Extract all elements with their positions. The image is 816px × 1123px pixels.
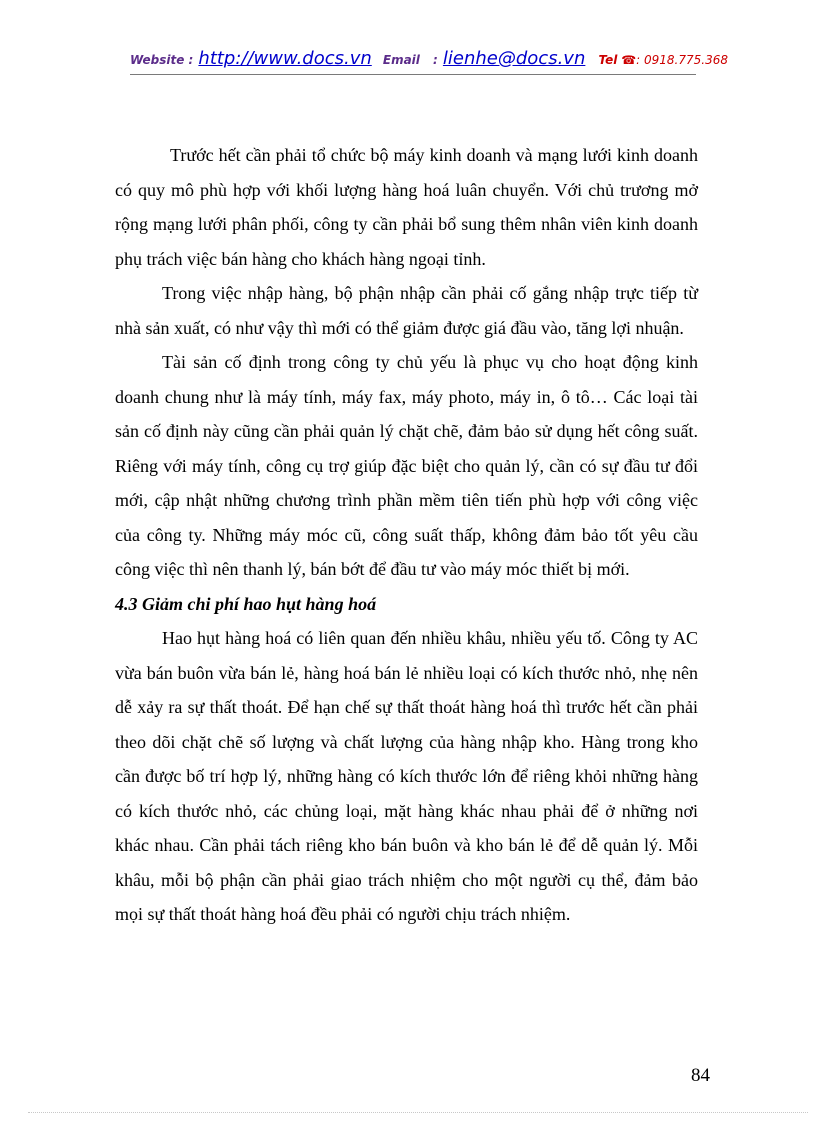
phone-icon: ☎ <box>621 53 637 67</box>
website-link[interactable]: http://www.docs.vn <box>198 48 372 69</box>
document-body <box>115 138 698 932</box>
email-separator: : <box>433 53 438 67</box>
paragraph: Tài sản cố định trong công ty chủ yếu là phục vụ cho hoạt động kinh doanh chung như là máy tính, máy fax, máy photo, máy in, ô tô… Các loại tài sản cố định này cũng cần phải quản lý chặt chẽ, đảm bảo sử dụng hết công suất. Riêng với máy tính, công cụ trợ giúp đặc biệt cho quản lý, cần có sự đầu tư đổi mới, cập nhật những chương trình phần mềm tiên tiến phù hợp với công việc của công ty. Những máy móc cũ, công suất thấp, không đảm bảo tốt yêu cầu công việc thì nên thanh lý, bán bớt để đầu tư vào máy móc thiết bị mới. <box>115 352 698 579</box>
paragraph: Hao hụt hàng hoá có liên quan đến nhiều khâu, nhiều yếu tố. Công ty AC vừa bán buôn vừa bán lẻ, hàng hoá bán lẻ nhiều loại có kích thước nhỏ, nhẹ nên dễ xảy ra sự thất thoát. Để hạn chế sự thất thoát hàng hoá thì trước hết cần phải theo dõi chặt chẽ số lượng và chất lượng của hàng nhập kho. Hàng trong kho cần được bố trí hợp lý, những hàng có kích thước lớn để riêng khỏi những hàng có kích thước nhỏ, các chủng loại, mặt hàng khác nhau phải để ở những nơi khác nhau. Cần phải tách riêng kho bán buôn và kho bán lẻ để dễ quản lý. Mỗi khâu, mỗi bộ phận cần phải giao trách nhiệm cho một người cụ thể, đảm bảo mọi sự thất thoát hàng hoá đều phải có người chịu trách nhiệm. <box>115 628 698 924</box>
footer-divider <box>28 1112 808 1113</box>
tel-number: : 0918.775.368 <box>636 53 728 67</box>
page-header <box>130 48 728 76</box>
paragraph: Trước hết cần phải tổ chức bộ máy kinh doanh và mạng lưới kinh doanh có quy mô phù hợp với khối lượng hàng hoá luân chuyển. Với chủ trương mở rộng mạng lưới phân phối, công ty cần phải bổ sung thêm nhân viên kinh doanh phụ trách việc bán hàng cho khách hàng ngoại tỉnh. <box>115 145 698 269</box>
header-divider <box>130 74 696 75</box>
paragraph: Trong việc nhập hàng, bộ phận nhập cần phải cố gắng nhập trực tiếp từ nhà sản xuất, có như vậy thì mới có thể giảm được giá đầu vào, tăng lợi nhuận. <box>115 283 698 338</box>
website-label: Website : <box>130 53 194 67</box>
email-link[interactable]: lienhe@docs.vn <box>442 48 586 69</box>
email-label: Email <box>382 53 420 67</box>
section-heading: 4.3 Giảm chi phí hao hụt hàng hoá <box>115 593 377 614</box>
tel-label: Tel <box>598 53 618 67</box>
page-number: 84 <box>691 1065 710 1086</box>
